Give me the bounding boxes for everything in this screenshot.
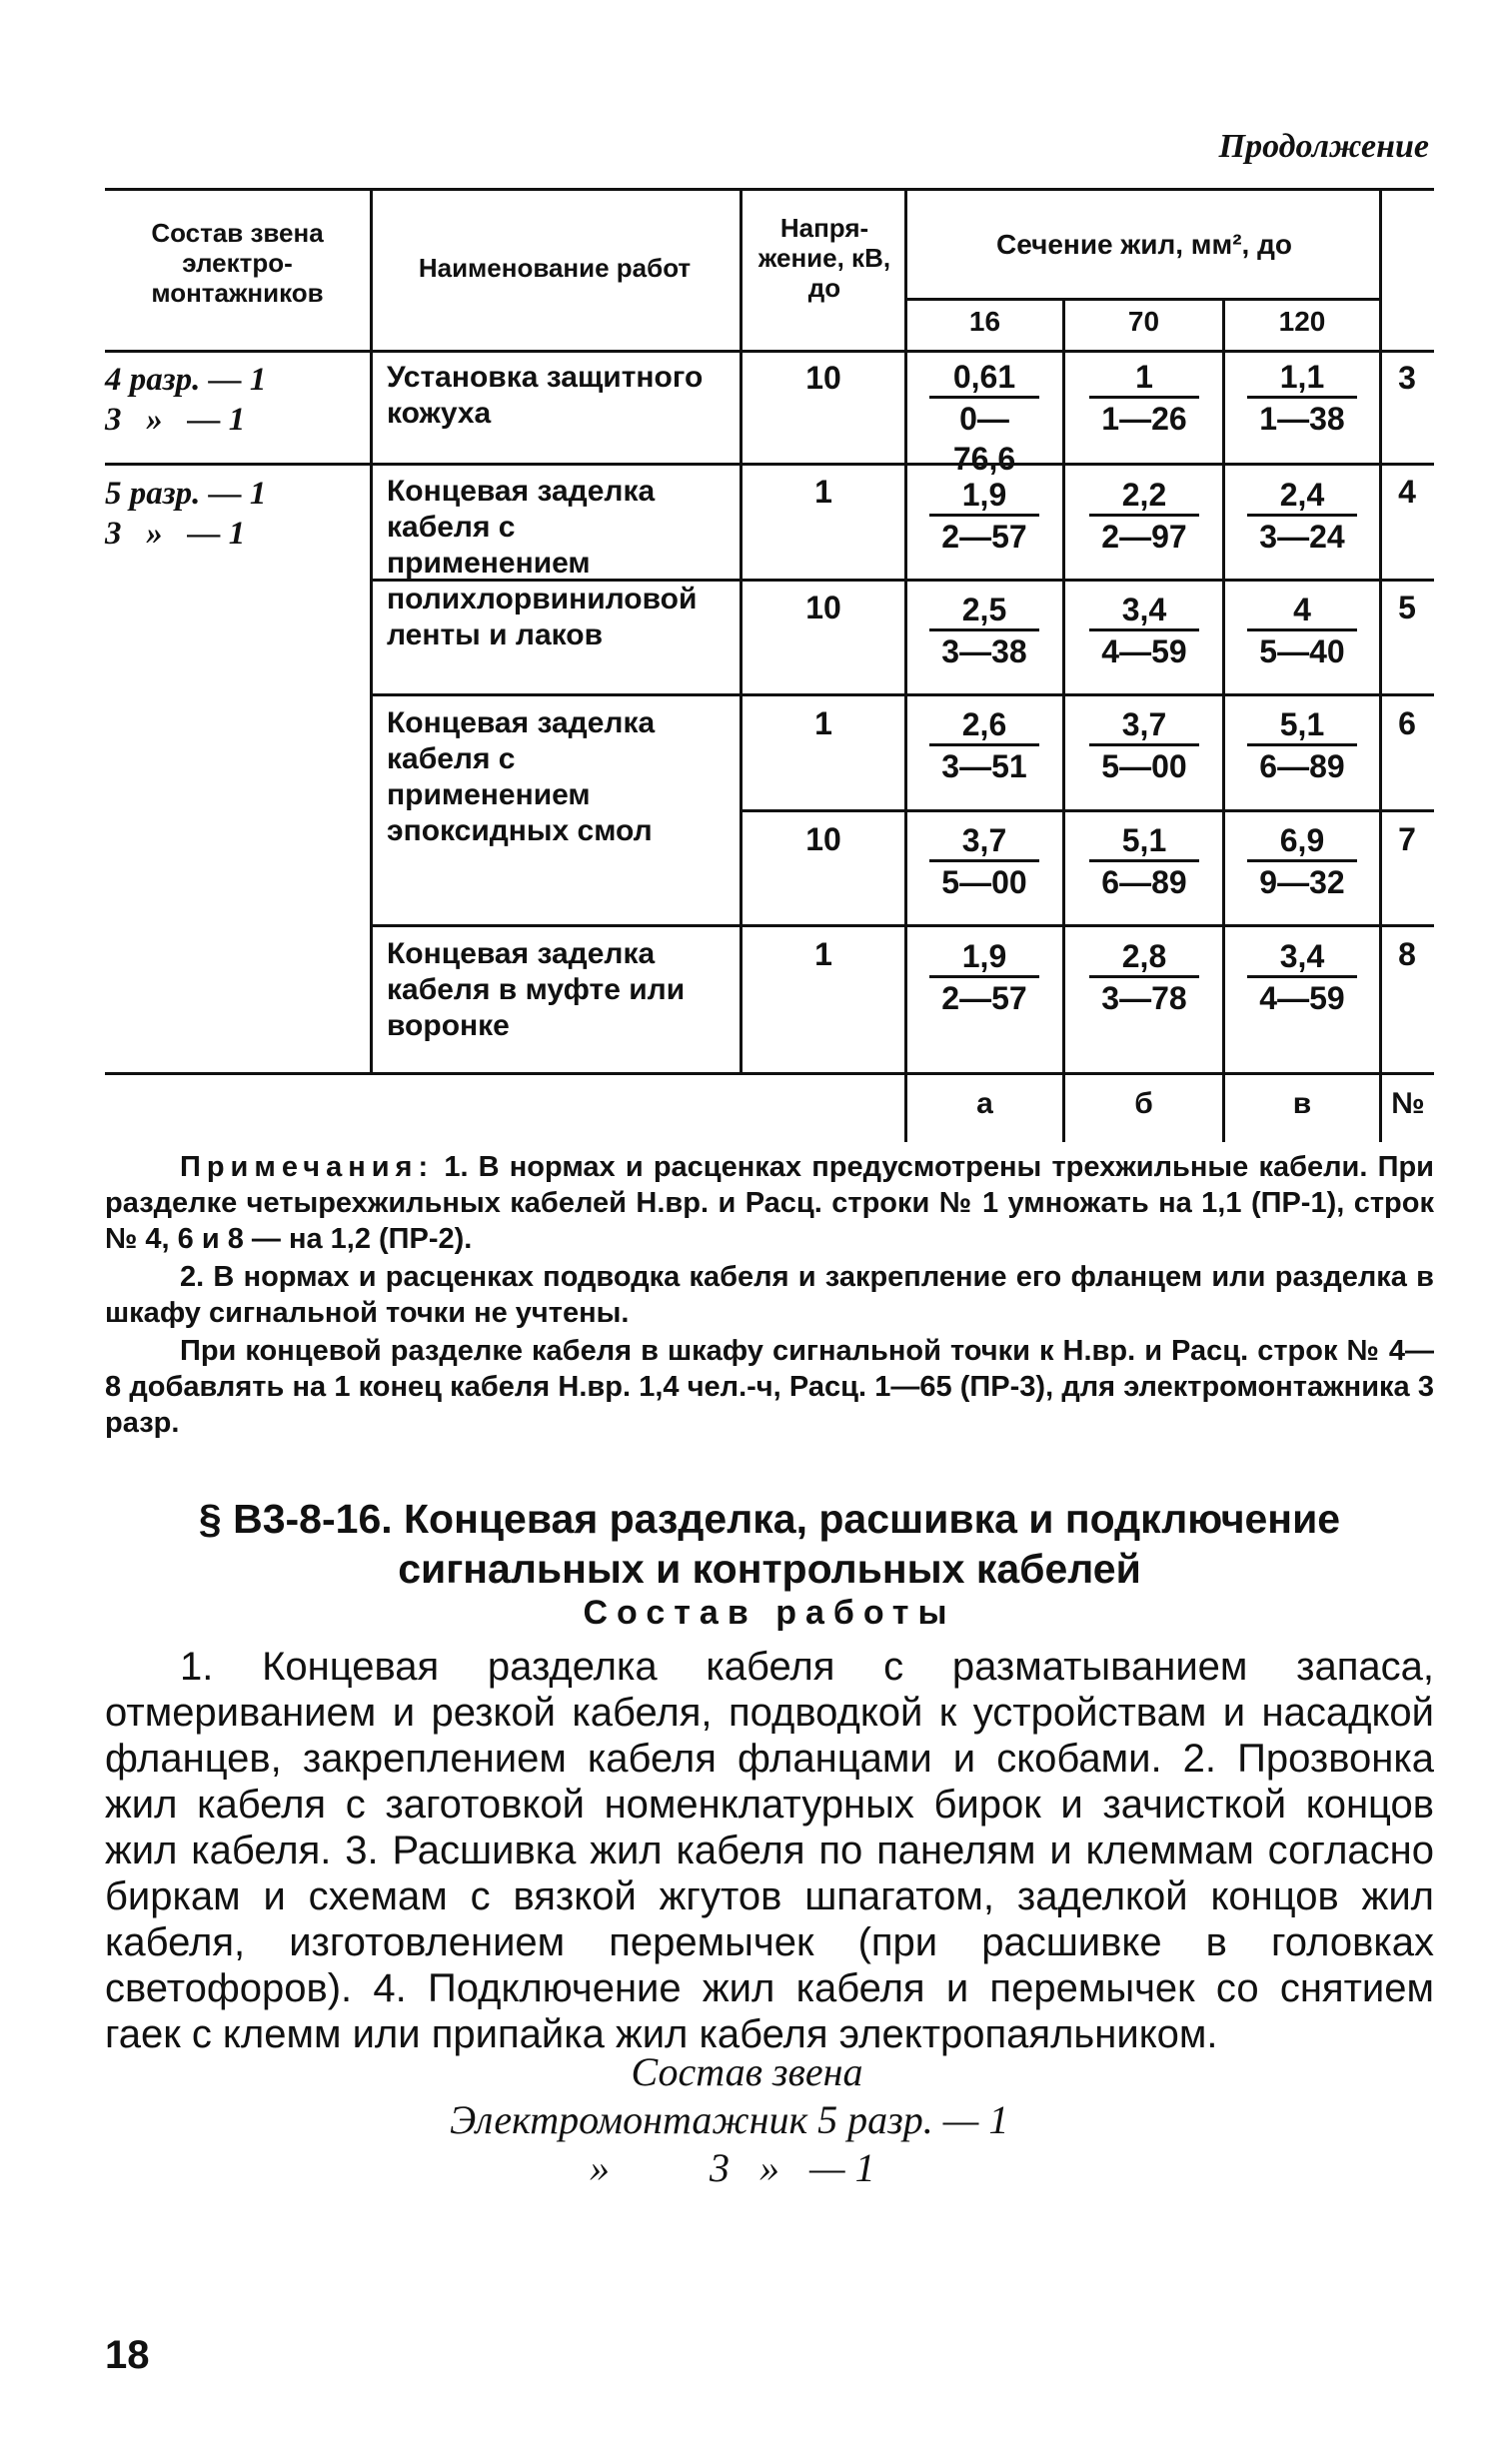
rate-cell: $\frac{1,1}{1—38}$: [1247, 360, 1357, 439]
voltage-row-8: 1: [814, 936, 832, 972]
section-title: § В3-8-16. Концевая разделка, расшивка и подключение сигнальных и контрольных кабелей: [198, 1496, 1341, 1592]
header-voltage: Напря-жение, кВ, до: [757, 213, 891, 303]
rate-cell: $\frac{2,6}{3—51}$: [929, 707, 1039, 786]
rate-cell: $\frac{5,1}{6—89}$: [1247, 707, 1357, 786]
rate-cell: $\frac{3,4}{4—59}$: [1247, 939, 1357, 1018]
team-title: Состав звена: [631, 2049, 863, 2094]
header-section: Сечение жил, мм², до: [996, 229, 1292, 260]
row-number-3: 3: [1398, 360, 1416, 396]
rate-cell: $\frac{1,9}{2—57}$: [929, 478, 1039, 557]
footer-col-b: б: [1134, 1087, 1153, 1120]
page-number: 18: [105, 2333, 150, 2377]
row-number-4: 4: [1398, 474, 1416, 510]
row-number-5: 5: [1398, 590, 1416, 625]
header-size-16: 16: [968, 306, 1001, 337]
footer-col-c: в: [1292, 1087, 1312, 1120]
norms-table: [105, 188, 1434, 1142]
rate-cell: $\frac{1,9}{2—57}$: [929, 939, 1039, 1018]
work-name-3: Концевая заделка кабеля с применением эпоксидных смол: [387, 706, 656, 847]
continued-label: Продолжение: [1218, 128, 1429, 165]
voltage-row-6: 1: [814, 705, 832, 741]
header-size-120: 120: [1278, 306, 1326, 337]
footer-col-no: №: [1391, 1087, 1425, 1120]
note-1: Примечания: 1. В нормах и расценках предусмотрены трехжильные кабели. При разделке четырехжильных кабелей Н.вр. и Расц. строки № 1 умножать на 1,1 (ПР-1), строк № 4, 6 и 8 — на 1,2 (ПР-2).: [105, 1151, 1434, 1255]
rate-cell: $\frac{1}{1—26}$: [1089, 360, 1199, 439]
rate-cell: $\frac{2,5}{3—38}$: [929, 593, 1039, 671]
work-description: 1. Концевая разделка кабеля с разматыванием запаса, отмериванием и резкой кабеля, подводкой к устройствам и насадкой фланцев, закреплением кабеля фланцами и скобами. 2. Прозвонка жил кабеля с заготовкой номенклатурных бирок и зачисткой концов жил кабеля. 3. Расшивка жил кабеля по панелям и клеммам согласно биркам и схемам с вязкой жгутов шпагатом, заделкой концов жил кабеля, изготовлением перемычек (при расшивке в головках светофоров). 4. Подключение жил кабеля и перемычек со снятием гаек с клемм или припайка жил кабеля электропаяльником.: [105, 1645, 1434, 2056]
rate-cell: $\frac{3,4}{4—59}$: [1089, 593, 1199, 671]
rate-cell: $\frac{2,8}{3—78}$: [1089, 939, 1199, 1018]
header-work-name: Наименование работ: [418, 253, 692, 283]
work-composition-heading: Состав работы: [583, 1594, 956, 1632]
header-size-70: 70: [1127, 306, 1160, 337]
row-number-6: 6: [1398, 705, 1416, 741]
rate-cell: $\frac{3,7}{5—00}$: [1089, 707, 1199, 786]
voltage-row-4: 1: [814, 474, 832, 510]
row-number-8: 8: [1398, 936, 1416, 972]
footer-col-a: а: [976, 1087, 993, 1120]
notes-label: Примечания:: [180, 1151, 435, 1183]
note-2: 2. В нормах и расценках подводка кабеля и закрепление его фланцем или разделка в шкафу сигнальной точки не учтены.: [105, 1261, 1434, 1329]
rate-cell: $\frac{4}{5—40}$: [1247, 593, 1357, 671]
rate-cell: $\frac{2,4}{3—24}$: [1247, 478, 1357, 557]
team-line-1: Электромонтажник 5 разр. — 1: [450, 2097, 1009, 2142]
rate-cell: $\frac{2,2}{2—97}$: [1089, 478, 1199, 557]
notes: [105, 1149, 1434, 1443]
rate-cell: $\frac{5,1}{6—89}$: [1089, 823, 1199, 902]
work-name-2: Концевая заделка кабеля с применением полихлорвиниловой ленты и лаков: [387, 475, 698, 651]
voltage-row-7: 10: [805, 821, 841, 857]
voltage-row-5: 10: [805, 590, 841, 625]
row-number-7: 7: [1398, 821, 1416, 857]
composition-group-1: 4 разр. — 1 3 » — 1: [105, 362, 267, 438]
rate-cell: $\frac{0,61}{0—76,6}$: [929, 360, 1039, 479]
composition-group-2: 5 разр. — 1 3 » — 1: [105, 476, 267, 552]
work-name-1: Установка защитного кожуха: [387, 361, 704, 430]
rate-cell: $\frac{6,9}{9—32}$: [1247, 823, 1357, 902]
work-name-4: Концевая заделка кабеля в муфте или воронке: [387, 937, 686, 1042]
team-line-2: » 3 » — 1: [590, 2145, 875, 2190]
header-composition: Состав звена электро-монтажников: [151, 218, 324, 308]
voltage-row-3: 10: [805, 360, 841, 396]
note-3: При концевой разделке кабеля в шкафу сигнальной точки к Н.вр. и Расц. строк № 4—8 добавлять на 1 конец кабеля Н.вр. 1,4 чел.-ч, Расц. 1—65 (ПР-3), для электромонтажника 3 разр.: [105, 1335, 1434, 1439]
rate-cell: $\frac{3,7}{5—00}$: [929, 823, 1039, 902]
